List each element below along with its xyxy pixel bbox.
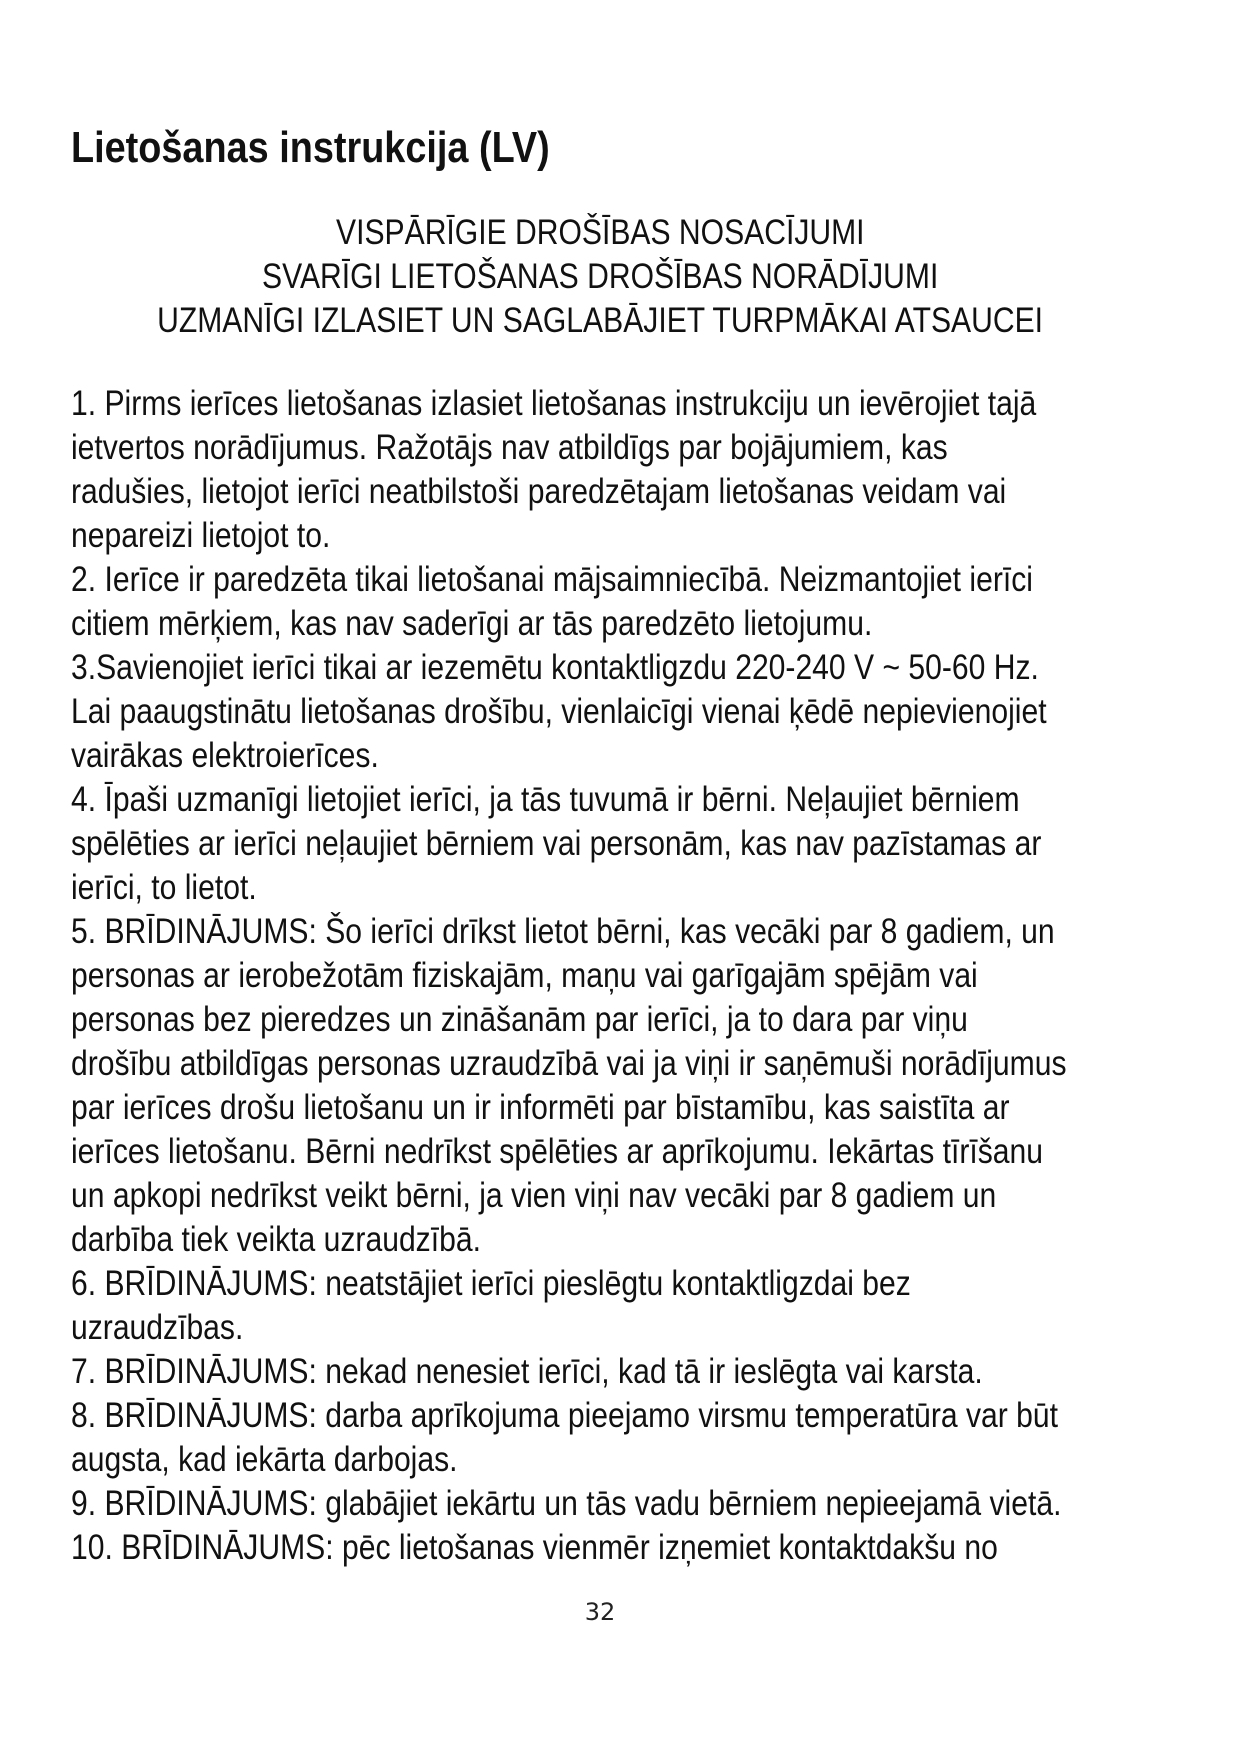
body-line: drošību atbildīgas personas uzraudzībā vai ja viņi ir saņēmuši norādījumus [71, 1044, 1067, 1083]
body-line: 9. BRĪDINĀJUMS: glabājiet iekārtu un tās vadu bērniem nepieejamā vietā. [71, 1484, 1062, 1523]
document-title: Lietošanas instrukcija (LV) [71, 123, 550, 172]
body-line: augsta, kad iekārta darbojas. [71, 1440, 458, 1479]
body-line: ietvertos norādījumus. Ražotājs nav atbildīgs par bojājumiem, kas [71, 428, 948, 467]
heading-line-text: UZMANĪGI IZLASIET UN SAGLABĀJIET TURPMĀKAI ATSAUCEI [157, 301, 1043, 340]
body-line: personas ar ierobežotām fiziskajām, maņu vai garīgajām spējām vai [71, 956, 978, 995]
body-line: citiem mērķiem, kas nav saderīgi ar tās paredzēto lietojumu. [71, 604, 873, 643]
heading-line-text: SVARĪGI LIETOŠANAS DROŠĪBAS NORĀDĪJUMI [261, 257, 939, 296]
body-line: ierīci, to lietot. [71, 868, 257, 907]
body-line: 10. BRĪDINĀJUMS: pēc lietošanas vienmēr izņemiet kontaktdakšu no [71, 1528, 998, 1567]
body-line: ierīces lietošanu. Bērni nedrīkst spēlēties ar aprīkojumu. Iekārtas tīrīšanu [71, 1132, 1044, 1171]
body-line: 8. BRĪDINĀJUMS: darba aprīkojuma pieejamo virsmu temperatūra var būt [71, 1396, 1058, 1435]
body-line: un apkopi nedrīkst veikt bērni, ja vien viņi nav vecāki par 8 gadiem un [71, 1176, 997, 1215]
body-line: Lai paaugstinātu lietošanas drošību, vienlaicīgi vienai ķēdē nepievienojiet [71, 692, 1047, 731]
body-line: par ierīces drošu lietošanu un ir informēti par bīstamību, kas saistīta ar [71, 1088, 1010, 1127]
heading-line [0, 255, 1200, 299]
body-line: 2. Ierīce ir paredzēta tikai lietošanai mājsaimniecībā. Neizmantojiet ierīci [71, 560, 1033, 599]
body-line: darbība tiek veikta uzraudzībā. [71, 1220, 481, 1259]
body-line: nepareizi lietojot to. [71, 516, 331, 555]
body-line: vairākas elektroierīces. [71, 736, 379, 775]
body-line: 6. BRĪDINĀJUMS: neatstājiet ierīci pieslēgtu kontaktligzdai bez [71, 1264, 911, 1303]
safety-heading [0, 211, 1200, 343]
page-number: 32 [584, 1598, 616, 1626]
body-line: radušies, lietojot ierīci neatbilstoši paredzētajam lietošanas veidam vai [71, 472, 1007, 511]
body-line: 5. BRĪDINĀJUMS: Šo ierīci drīkst lietot bērni, kas vecāki par 8 gadiem, un [71, 912, 1055, 951]
body-line: 1. Pirms ierīces lietošanas izlasiet lietošanas instrukciju un ievērojiet tajā [71, 384, 1037, 423]
heading-line [0, 299, 1200, 343]
body-line: uzraudzības. [71, 1308, 244, 1347]
body-line: 4. Īpaši uzmanīgi lietojiet ierīci, ja tās tuvumā ir bērni. Neļaujiet bērniem [71, 780, 1020, 819]
body-line: personas bez pieredzes un zināšanām par ierīci, ja to dara par viņu [71, 1000, 968, 1039]
heading-line-text: VISPĀRĪGIE DROŠĪBAS NOSACĪJUMI [335, 213, 865, 252]
body-line: 3.Savienojiet ierīci tikai ar iezemētu kontaktligzdu 220-240 V ~ 50-60 Hz. [71, 648, 1039, 687]
body-line: spēlēties ar ierīci neļaujiet bērniem vai personām, kas nav pazīstamas ar [71, 824, 1042, 863]
heading-line [0, 211, 1200, 255]
instructions-body [71, 382, 1171, 1570]
body-line: 7. BRĪDINĀJUMS: nekad nenesiet ierīci, kad tā ir ieslēgta vai karsta. [71, 1352, 983, 1391]
